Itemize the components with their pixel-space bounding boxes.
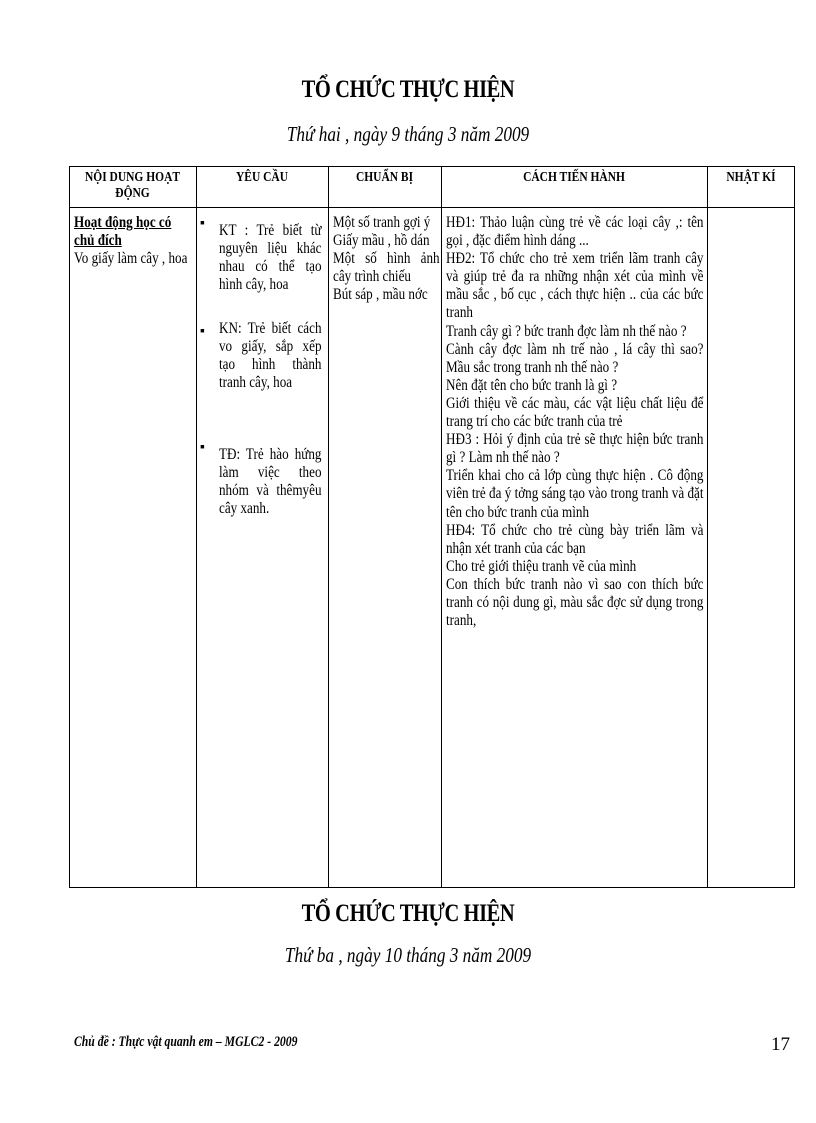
preparation-item: Giấy mầu , hồ dán xyxy=(333,232,430,250)
date-line: Thứ ba , ngày 10 tháng 3 năm 2009 xyxy=(284,943,532,967)
procedure-item: HĐ1: Thảo luận cùng trẻ về các loại cây ,: tên gọi , đặc điểm hình dáng ... xyxy=(446,214,704,250)
column-divider xyxy=(707,166,708,888)
activity-text: Vo giấy làm cây , hoa xyxy=(74,250,188,268)
date-line: Thứ hai , ngày 9 tháng 3 năm 2009 xyxy=(286,122,530,146)
procedure-cell xyxy=(446,214,703,630)
page-number: 17 xyxy=(771,1034,790,1055)
requirement-item: KN: Trẻ biết cách vo giấy, sắp xếp tạo hình thành tranh cây, hoa xyxy=(219,320,322,392)
header-divider xyxy=(69,207,795,208)
column-divider xyxy=(328,166,329,888)
preparation-item: Một số hình ảnh cây trình chiếu xyxy=(333,250,440,286)
page-title: TỔ CHỨC THỰC HIỆN xyxy=(301,76,515,103)
procedure-item: HĐ3 : Hỏi ý định của trẻ sẽ thực hiện bức tranh gì ? Làm nh thế nào ? xyxy=(446,431,704,467)
preparation-item: Một số tranh gợi ý xyxy=(333,214,431,231)
procedure-item: Triển khai cho cả lớp cùng thực hiện . Cô động viên trẻ đa ý tởng sáng tạo vào trong tranh và đặt tên cho bức tranh của mình xyxy=(446,467,704,521)
column-divider xyxy=(441,166,442,888)
bullet-marker: ▪ xyxy=(200,216,205,231)
procedure-item: Nên đặt tên cho bức tranh là gì ? xyxy=(446,376,618,394)
procedure-item: Tranh cây gì ? bức tranh đợc làm nh thế nào ? xyxy=(446,322,687,340)
activity-heading: Hoạt động học có chủ đích xyxy=(74,214,172,250)
requirement-item: KT : Trẻ biết từ nguyên liệu khác nhau có thể tạo hình cây, hoa xyxy=(219,222,322,294)
header-content: NỘI DUNG HOẠT ĐỘNG xyxy=(84,170,181,201)
section-title: TỔ CHỨC THỰC HIỆN xyxy=(301,900,515,927)
procedure-item: HĐ4: Tổ chức cho trẻ cùng bày triển lãm và nhận xét tranh của các bạn xyxy=(446,521,704,557)
bullet-marker: ▪ xyxy=(200,324,205,339)
column-divider xyxy=(196,166,197,888)
preparation-cell xyxy=(333,214,440,304)
procedure-item: Giới thiệu về các màu, các vật liệu chất liệu để trang trí cho các bức tranh của trẻ xyxy=(446,394,704,431)
header-preparation: CHUẨN BỊ xyxy=(355,170,414,185)
header-journal: NHẬT KÍ xyxy=(726,170,776,185)
header-procedure: CÁCH TIẾN HÀNH xyxy=(523,170,625,185)
requirement-item: TĐ: Trẻ hào hứng làm việc theo nhóm và thêmyêu cây xanh. xyxy=(219,446,322,518)
activity-cell xyxy=(74,214,194,268)
preparation-item: Bút sáp , mầu nớc xyxy=(333,286,428,304)
procedure-item: Cho trẻ giới thiệu tranh vẽ của mình xyxy=(446,557,637,575)
procedure-item: Cành cây đợc làm nh trế nào , lá cây thì sao? Mầu sắc trong tranh nh thế nào ? xyxy=(446,340,704,376)
bullet-marker: ▪ xyxy=(200,440,205,455)
procedure-item: Con thích bức tranh nào vì sao con thích bức tranh có nội dung gì, màu sắc đợc sử dụng trong tranh, xyxy=(446,575,704,630)
footer-topic: Chủ đề : Thực vật quanh em – MGLC2 - 2009 xyxy=(74,1034,298,1050)
procedure-item: HĐ2: Tổ chức cho trẻ xem triển lãm tranh cây và giúp trẻ đa ra những nhận xét của mình về mầu sắc , bố cục , cách thực hiện .. của các bức tranh xyxy=(446,250,704,322)
header-requirements: YÊU CẦU xyxy=(236,170,288,185)
